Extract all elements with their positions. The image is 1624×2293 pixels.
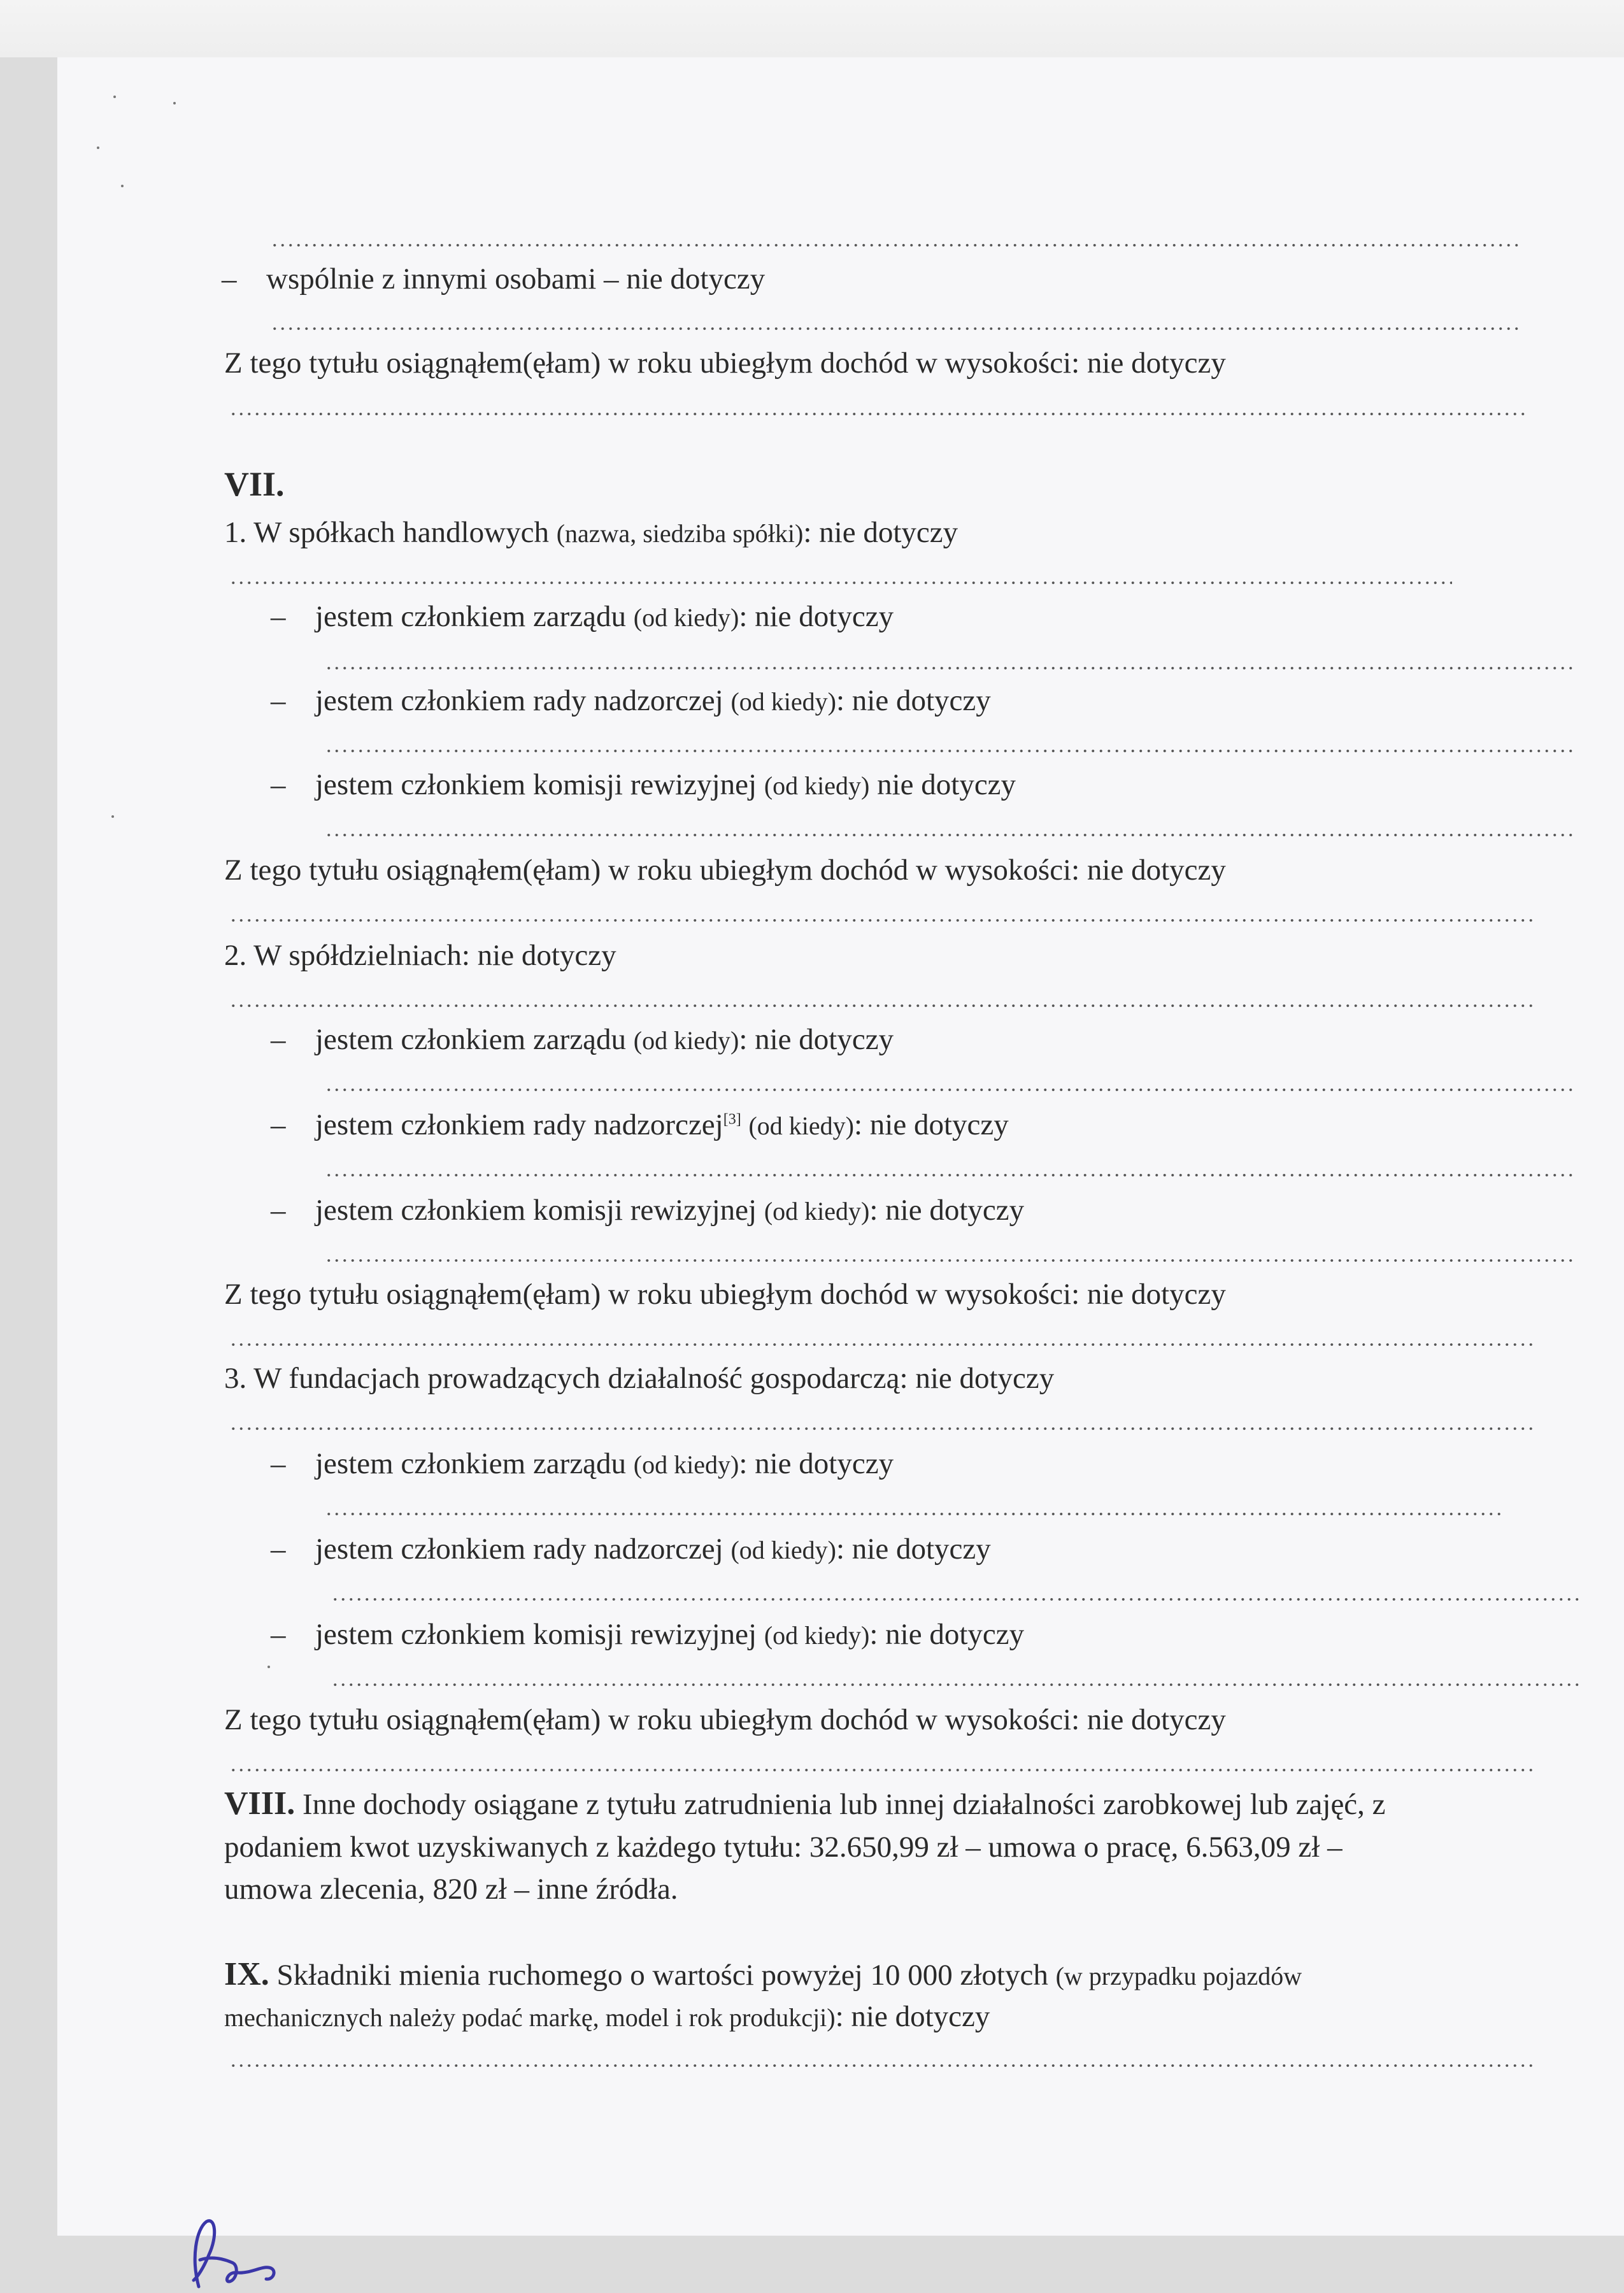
dotted-fill-line xyxy=(331,1597,1579,1601)
foundations-audit-line: – jestem członkiem komisji rewizyjnej (od kiedy): nie dotyczy xyxy=(271,1618,1025,1651)
companies-item: 1. W spółkach handlowych (nazwa, siedziba spółki): nie dotyczy xyxy=(224,516,958,549)
dotted-fill-line xyxy=(229,1768,1535,1772)
section-viii: VIII. Inne dochody osiągane z tytułu zatrudnienia lub innej działalności zarobkowej lub zajęć, z xyxy=(224,1785,1386,1822)
dotted-fill-line xyxy=(271,327,1519,331)
foundations-board-line: – jestem członkiem zarządu (od kiedy): nie dotyczy xyxy=(271,1447,894,1480)
dotted-fill-line xyxy=(325,1512,1503,1516)
dotted-fill-line xyxy=(325,749,1573,753)
companies-supervisory-line: – jestem członkiem rady nadzorczej (od kiedy): nie dotyczy xyxy=(271,684,991,717)
dotted-fill-line xyxy=(325,833,1573,837)
foundations-item: 3. W fundacjach prowadzących działalność gospodarczą: nie dotyczy xyxy=(224,1362,1055,1395)
dotted-fill-line xyxy=(325,666,1573,670)
section-vii-heading: VII. xyxy=(224,465,285,503)
dotted-fill-line xyxy=(229,1343,1535,1347)
income-line: Z tego tytułu osiągnąłem(ęłam) w roku ubiegłym dochód w wysokości: nie dotyczy xyxy=(224,346,1226,380)
cooperatives-item: 2. W spółdzielniach: nie dotyczy xyxy=(224,939,616,972)
cooperatives-audit-line: – jestem członkiem komisji rewizyjnej (od kiedy): nie dotyczy xyxy=(271,1194,1025,1227)
dotted-fill-line xyxy=(229,1427,1535,1431)
joint-property-line: – wspólnie z innymi osobami – nie dotyczy xyxy=(222,262,766,296)
dotted-fill-line xyxy=(325,1173,1573,1177)
section-ix-line2: mechanicznych należy podać markę, model i rok produkcji): nie dotyczy xyxy=(224,2000,990,2033)
section-viii-line2: podaniem kwot uzyskiwanych z każdego tytułu: 32.650,99 zł – umowa o pracę, 6.563,09 zł – xyxy=(224,1831,1343,1864)
dotted-fill-line xyxy=(325,1259,1573,1262)
companies-board-line: – jestem członkiem zarządu (od kiedy): nie dotyczy xyxy=(271,600,894,633)
dotted-fill-line xyxy=(271,243,1519,247)
handwritten-signature xyxy=(178,2210,299,2293)
scan-border xyxy=(0,0,1624,57)
dotted-fill-line xyxy=(229,412,1528,416)
dotted-fill-line xyxy=(331,1683,1579,1687)
dotted-fill-line xyxy=(229,1004,1535,1008)
income-line: Z tego tytułu osiągnąłem(ęłam) w roku ubiegłym dochód w wysokości: nie dotyczy xyxy=(224,1278,1226,1311)
cooperatives-board-line: – jestem członkiem zarządu (od kiedy): nie dotyczy xyxy=(271,1023,894,1056)
foundations-supervisory-line: – jestem członkiem rady nadzorczej (od kiedy): nie dotyczy xyxy=(271,1532,991,1566)
companies-audit-line: – jestem członkiem komisji rewizyjnej (od kiedy) nie dotyczy xyxy=(271,768,1016,801)
dotted-fill-line xyxy=(229,2064,1535,2068)
dotted-fill-line xyxy=(325,1088,1573,1092)
income-line: Z tego tytułu osiągnąłem(ęłam) w roku ubiegłym dochód w wysokości: nie dotyczy xyxy=(224,854,1226,887)
section-ix: IX. Składniki mienia ruchomego o wartości powyżej 10 000 złotych (w przypadku pojazdów xyxy=(224,1956,1302,1992)
section-viii-line3: umowa zlecenia, 820 zł – inne źródła. xyxy=(224,1873,678,1906)
dotted-fill-line xyxy=(229,918,1535,922)
income-line: Z tego tytułu osiągnąłem(ęłam) w roku ubiegłym dochód w wysokości: nie dotyczy xyxy=(224,1703,1226,1736)
cooperatives-supervisory-line: – jestem członkiem rady nadzorczej[3] (od kiedy): nie dotyczy xyxy=(271,1108,1009,1141)
dotted-fill-line xyxy=(229,581,1452,585)
document-page xyxy=(57,57,1624,2236)
